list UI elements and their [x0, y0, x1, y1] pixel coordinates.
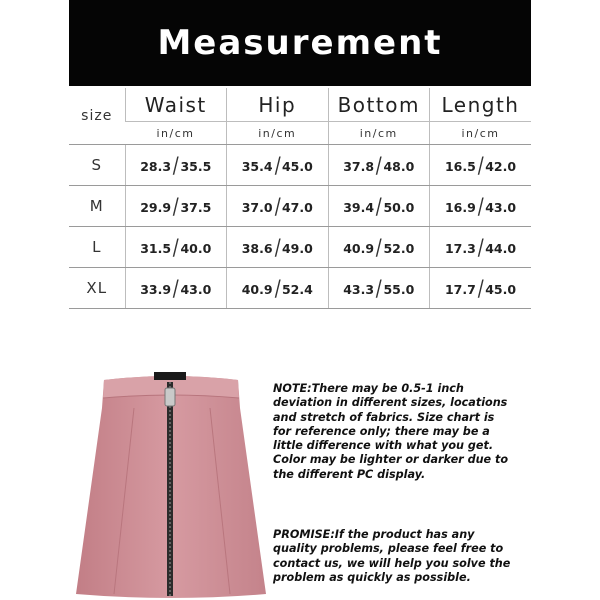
header-bottom: Bottom — [328, 88, 430, 122]
value-cell: 28.3/ 35.5 — [125, 145, 227, 186]
size-cell: M — [69, 186, 125, 227]
value-cell: 16.9/ 43.0 — [430, 186, 532, 227]
size-column-header: size — [69, 88, 125, 145]
measurement-banner — [69, 0, 531, 86]
unit-label: in/cm — [227, 122, 329, 145]
value-cell: 31.5/ 40.0 — [125, 227, 227, 268]
unit-label: in/cm — [430, 122, 532, 145]
table-row — [69, 268, 531, 309]
value-cell: 17.3/ 44.0 — [430, 227, 532, 268]
table-row — [69, 145, 531, 186]
value-cell: 43.3/ 55.0 — [328, 268, 430, 309]
header-hip: Hip — [227, 88, 329, 122]
size-cell: XL — [69, 268, 125, 309]
size-cell: S — [69, 145, 125, 186]
value-cell: 17.7/ 45.0 — [430, 268, 532, 309]
skirt-product-image — [74, 368, 268, 598]
value-cell: 38.6/ 49.0 — [227, 227, 329, 268]
value-cell: 33.9/ 43.0 — [125, 268, 227, 309]
skirt-label — [154, 372, 186, 380]
header-length: Length — [430, 88, 532, 122]
banner-title: Measurement — [157, 23, 443, 63]
size-cell: L — [69, 227, 125, 268]
value-cell: 29.9/ 37.5 — [125, 186, 227, 227]
unit-label: in/cm — [328, 122, 430, 145]
promise-text: PROMISE:If the product has any quality problems, please feel free to contact us, we will help you solve the problem as quickly as possible. — [273, 528, 511, 584]
value-cell: 16.5/ 42.0 — [430, 145, 532, 186]
note-text: NOTE:There may be 0.5-1 inch deviation in different sizes, locations and stretch of fabrics. Size chart is for reference only; there may be a little difference with what you get. Color may be lighter or darker due to the different PC display. — [273, 382, 509, 481]
value-cell: 35.4/ 45.0 — [227, 145, 329, 186]
value-cell: 40.9/ 52.4 — [227, 268, 329, 309]
value-cell: 39.4/ 50.0 — [328, 186, 430, 227]
unit-label: in/cm — [125, 122, 227, 145]
table-row — [69, 186, 531, 227]
size-chart-table — [69, 88, 531, 309]
value-cell: 40.9/ 52.0 — [328, 227, 430, 268]
header-waist: Waist — [125, 88, 227, 122]
table-row — [69, 227, 531, 268]
value-cell: 37.8/ 48.0 — [328, 145, 430, 186]
value-cell: 37.0/ 47.0 — [227, 186, 329, 227]
zipper-pull — [165, 388, 175, 406]
